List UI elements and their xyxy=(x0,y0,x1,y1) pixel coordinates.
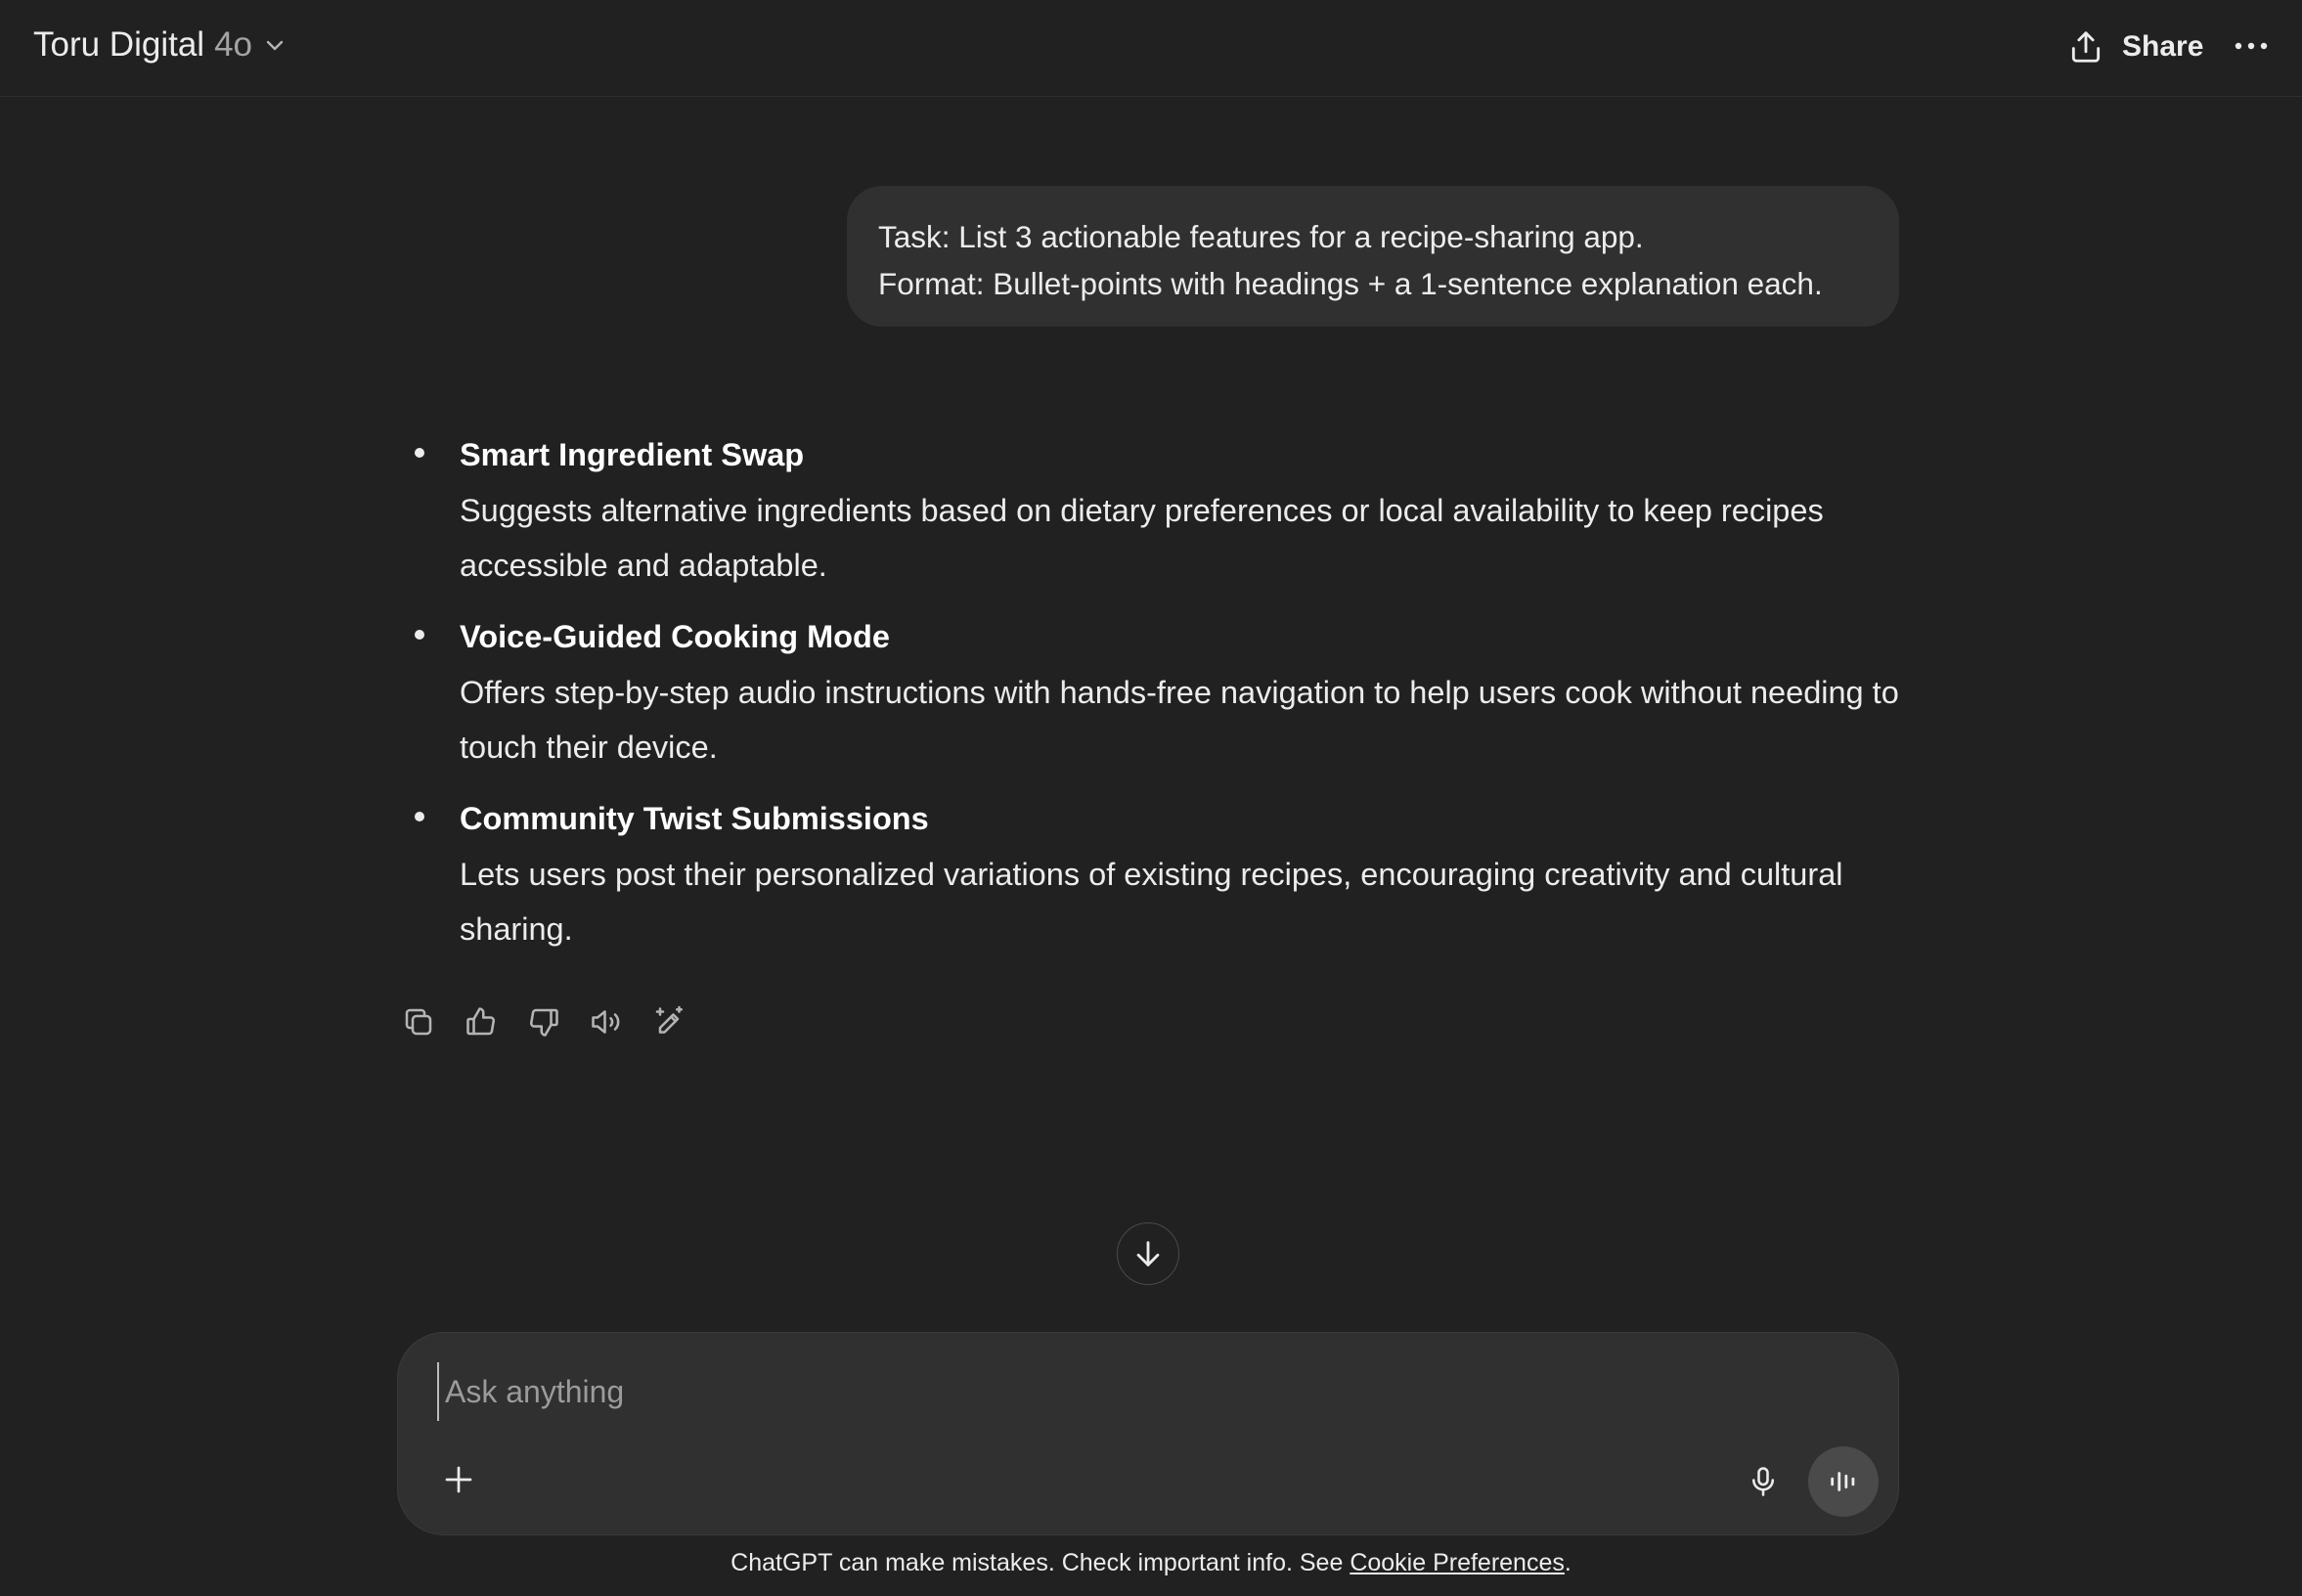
chevron-down-icon xyxy=(262,32,288,58)
prompt-input[interactable] xyxy=(437,1362,1845,1421)
read-aloud-button[interactable] xyxy=(582,998,631,1046)
microphone-icon xyxy=(1746,1464,1781,1499)
feature-description: Suggests alternative ingredients based on dietary preferences or local availability to keep recipes accessible and adaptable. xyxy=(460,493,1824,583)
scroll-to-bottom-button[interactable] xyxy=(1117,1222,1179,1285)
top-header xyxy=(0,0,2302,97)
plus-icon xyxy=(441,1462,476,1497)
thumbs-up-icon xyxy=(464,1004,499,1040)
copy-button[interactable] xyxy=(394,998,443,1046)
feature-list xyxy=(401,424,1907,956)
cookie-preferences-link[interactable]: Cookie Preferences xyxy=(1350,1549,1565,1576)
feature-title: Smart Ingredient Swap xyxy=(460,437,805,472)
edit-in-canvas-button[interactable] xyxy=(644,998,693,1046)
share-label: Share xyxy=(2122,30,2204,63)
message-composer xyxy=(397,1332,1899,1535)
list-item xyxy=(401,424,1907,593)
thumbs-down-button[interactable] xyxy=(519,998,568,1046)
feature-description: Lets users post their personalized variations of existing recipes, encouraging creativity and cultural sharing. xyxy=(460,857,1843,947)
user-message-line: Format: Bullet-points with headings + a 1-sentence explanation each. xyxy=(878,266,1823,301)
list-item xyxy=(401,788,1907,956)
user-message-bubble xyxy=(847,186,1899,327)
disclaimer-text: ChatGPT can make mistakes. Check important info. See xyxy=(730,1549,1350,1576)
disclaimer-suffix: . xyxy=(1564,1549,1572,1576)
model-version: 4o xyxy=(214,25,253,64)
copy-icon xyxy=(401,1004,436,1040)
feature-title: Community Twist Submissions xyxy=(460,801,929,836)
disclaimer xyxy=(0,1549,2302,1577)
share-button[interactable] xyxy=(2058,22,2213,72)
feature-title: Voice-Guided Cooking Mode xyxy=(460,619,890,654)
feature-description: Offers step-by-step audio instructions with hands-free navigation to help users cook without needing to touch their device. xyxy=(460,675,1899,765)
model-name: Toru Digital xyxy=(33,25,205,64)
edit-sparkle-icon xyxy=(651,1004,686,1040)
more-horizontal-icon xyxy=(2234,38,2269,56)
thumbs-down-icon xyxy=(526,1004,561,1040)
user-message-line: Task: List 3 actionable features for a recipe-sharing app. xyxy=(878,219,1644,254)
more-options-button[interactable] xyxy=(2228,23,2275,70)
dictate-button[interactable] xyxy=(1736,1454,1791,1509)
voice-waveform-icon xyxy=(1827,1465,1860,1498)
thumbs-up-button[interactable] xyxy=(457,998,506,1046)
read-aloud-icon xyxy=(589,1004,624,1040)
attach-button[interactable] xyxy=(427,1448,490,1511)
model-switcher[interactable] xyxy=(27,22,293,68)
list-item xyxy=(401,606,1907,775)
share-icon xyxy=(2067,28,2104,66)
voice-mode-button[interactable] xyxy=(1808,1446,1879,1517)
assistant-message xyxy=(401,424,1907,970)
message-action-bar xyxy=(394,998,693,1046)
arrow-down-icon xyxy=(1131,1237,1165,1270)
